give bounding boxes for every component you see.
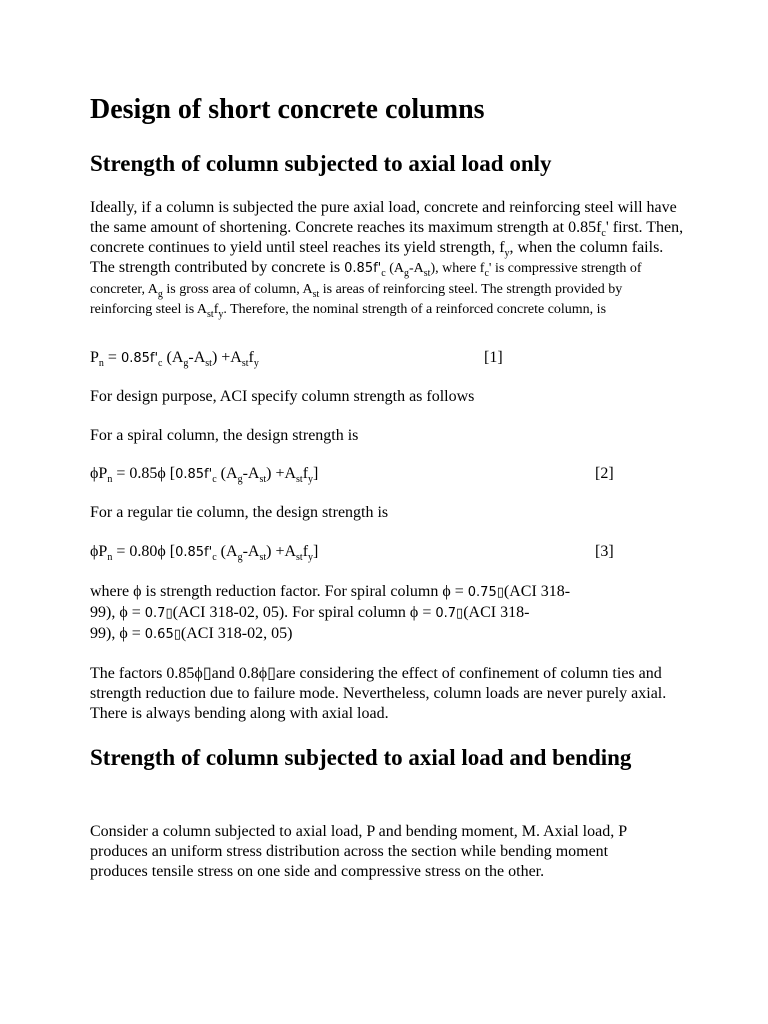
page-title: Design of short concrete columns	[90, 94, 485, 125]
paragraph-intro: Ideally, if a column is subjected the pure axial load, concrete and reinforcing steel will have the same amount of shortening. Concrete reaches its maximum strength at $0.85f_c'$ first. Then, concrete continues to yield until steel reaches its yield strength, $f_y$, when the column fails. The strength contributed by concrete is $0.85f'_c$ $(A_g-A_{st})$, where $f_c'$ is compressive strength of concreter, $A_g$ is gross area of column, $A_{st}$ is areas of reinforcing steel. The strength provided by reinforcing steel is $A_{st}f_y$. Therefore, the nominal strength of a reinforced concrete column, is	[90, 199, 684, 321]
reduction-factor-line-2: 99), ϕ = 0.7▯(ACI 318-02, 05). For spiral column ϕ = 0.7▯(ACI 318-	[90, 604, 530, 621]
paragraph-factors: The factors 0.85ϕ▯and 0.8ϕ▯are considering the effect of confinement of column ties and strength reduction due to failure mode. Nevertheless, column loads are never purely axial. There is always bending along with axial load.	[90, 665, 667, 722]
equation-3-number: [3]	[595, 543, 614, 560]
section-heading-axial-load: Strength of column subjected to axial load only	[90, 151, 552, 176]
paragraph-bending: Consider a column subjected to axial load, P and bending moment, M. Axial load, P produces an uniform stress distribution across the section while bending moment produces tensile stress on one side and compressive stress on the other.	[90, 823, 627, 880]
equation-2: $\phi P_n = 0.85\phi$ [$0.85f'_c$ $(A_g-A_{st}) +A_{st}f_y$]	[90, 465, 319, 486]
paragraph-design-purpose: For design purpose, ACI specify column strength as follows	[90, 388, 475, 405]
section-heading-axial-bending: Strength of column subjected to axial load and bending	[90, 745, 632, 770]
paragraph-spiral-column: For a spiral column, the design strength is	[90, 427, 359, 444]
equation-2-number: [2]	[595, 465, 614, 482]
equation-1: $P_n = 0.85f'_c$ $(A_g-A_{st}) +A_{st}f_y$	[90, 349, 259, 370]
paragraph-reduction-factor	[90, 582, 610, 645]
paragraph-tie-column: For a regular tie column, the design strength is	[90, 504, 389, 521]
equation-3: $\phi P_n = 0.80\phi$ [$0.85f'_c$ $(A_g-A_{st}) +A_{st}f_y$]	[90, 543, 319, 564]
equation-1-number: [1]	[484, 349, 503, 366]
reduction-factor-line-1: where ϕ is strength reduction factor. For spiral column ϕ = 0.75▯(ACI 318-	[90, 583, 571, 600]
reduction-factor-line-3: 99), ϕ = 0.65▯(ACI 318-02, 05)	[90, 625, 293, 642]
